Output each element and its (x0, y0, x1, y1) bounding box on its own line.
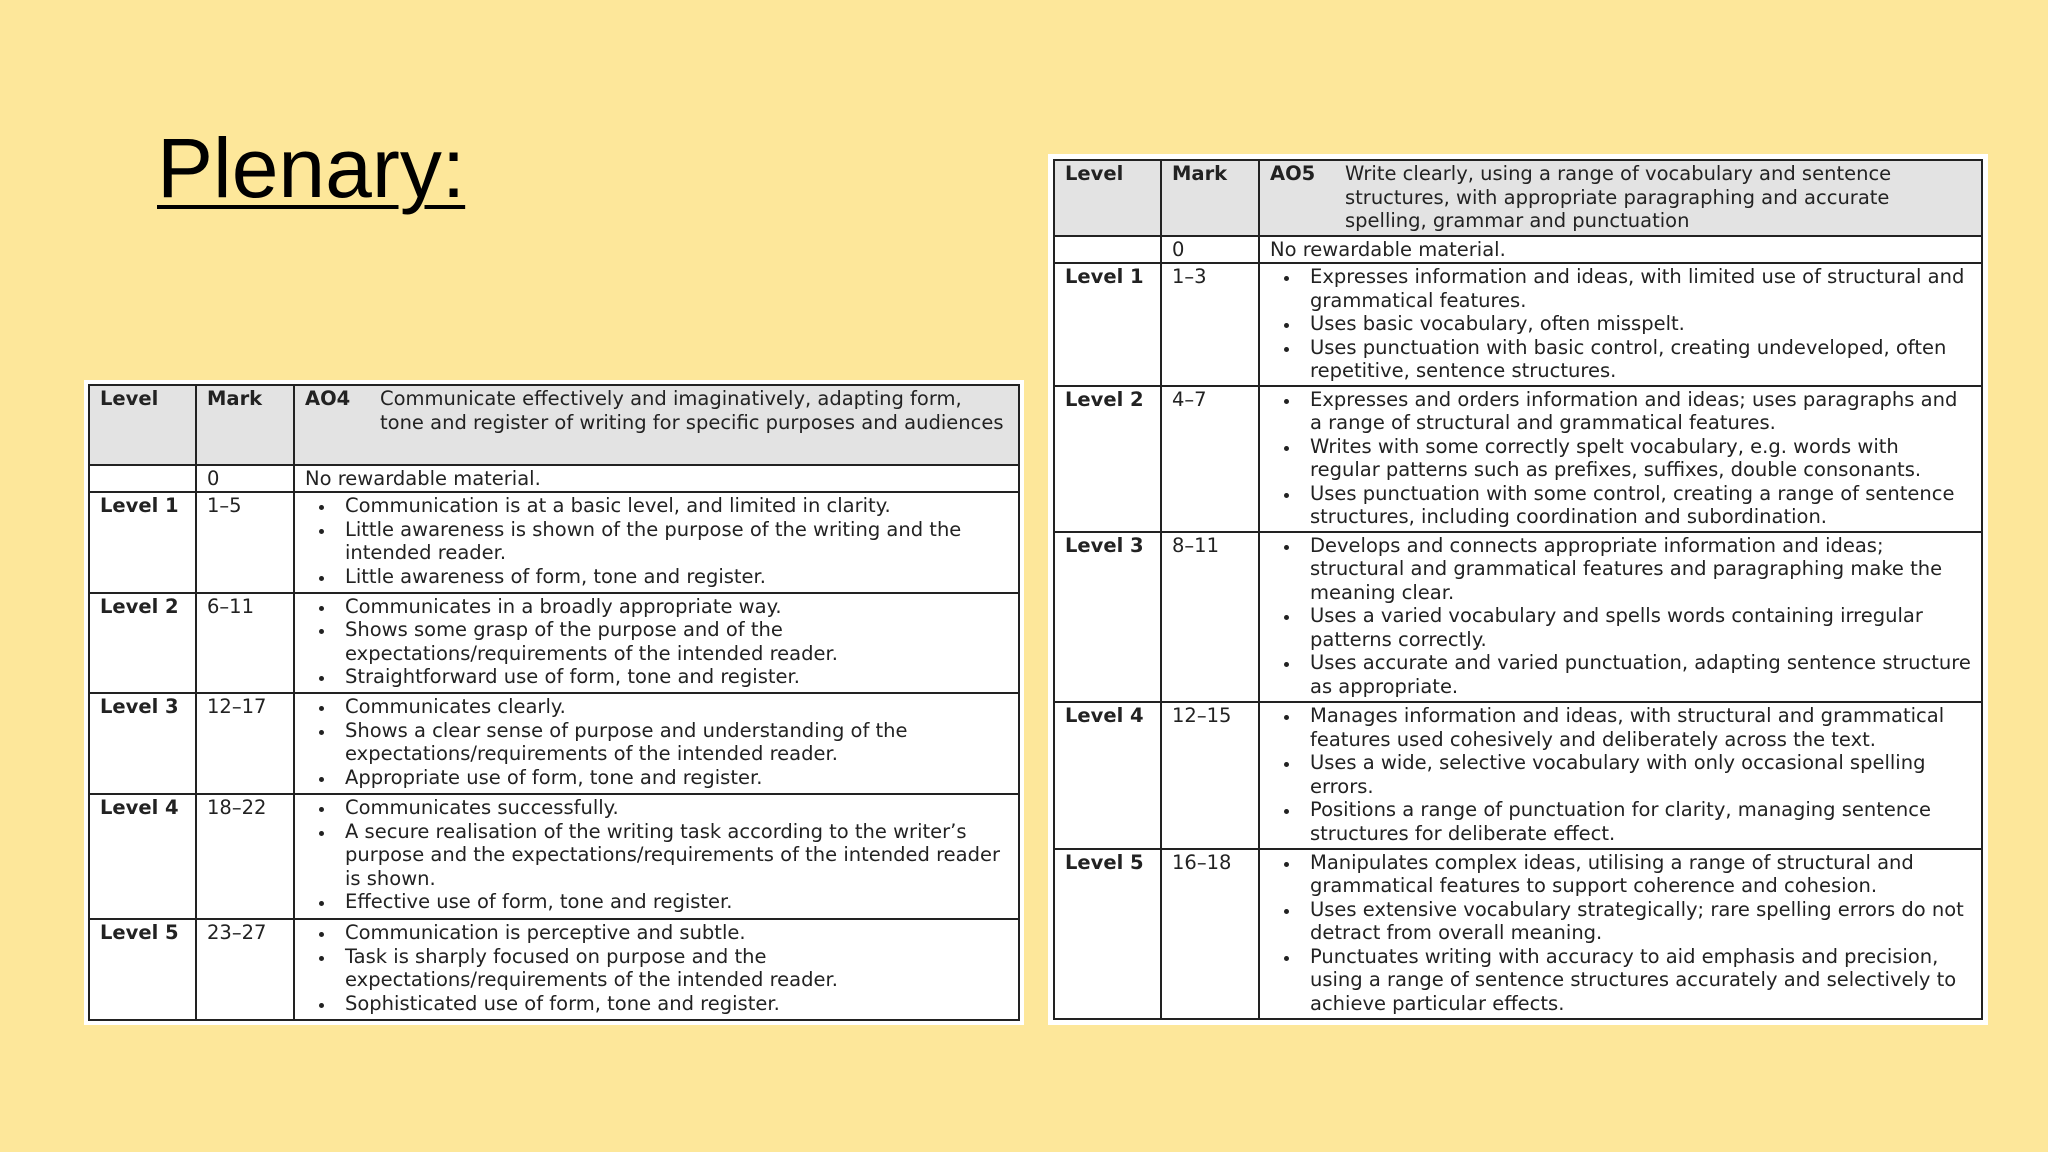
descriptor-bullet: • Communication is perceptive and subtle. (335, 921, 1008, 945)
table-row (1054, 386, 1982, 532)
descriptor-bullet: • Expresses and orders information and ideas; uses paragraphs and a range of structural and grammatical features. (1300, 388, 1971, 435)
mark-cell: 23–27 (196, 919, 294, 1020)
level-column-header: Level (1054, 160, 1161, 236)
descriptor-cell (294, 593, 1019, 694)
descriptor-bullet: • Writes with some correctly spelt vocabulary, e.g. words with regular patterns such as prefixes, suffixes, double consonants. (1300, 435, 1971, 482)
descriptor-bullet: • Expresses information and ideas, with limited use of structural and grammatical features. (1300, 265, 1971, 312)
descriptor-bullet: • Communicates in a broadly appropriate way. (335, 595, 1008, 619)
descriptor-cell (294, 794, 1019, 919)
level-cell: Level 4 (1054, 702, 1161, 848)
level-cell: Level 1 (89, 492, 196, 593)
descriptor-cell (1259, 263, 1982, 386)
table-row (1054, 702, 1982, 848)
level-cell: Level 2 (1054, 386, 1161, 532)
descriptor-bullet: • Uses punctuation with basic control, creating undeveloped, often repetitive, sentence structures. (1300, 336, 1971, 383)
ao4-mark-scheme-panel (84, 380, 1024, 1025)
mark-cell: 18–22 (196, 794, 294, 919)
level-cell: Level 4 (89, 794, 196, 919)
mark-cell: 16–18 (1161, 849, 1259, 1019)
descriptor-bullet: • Manipulates complex ideas, utilising a range of structural and grammatical features to support coherence and cohesion. (1300, 851, 1971, 898)
descriptor-list (305, 494, 1008, 588)
mark-cell: 0 (1161, 236, 1259, 263)
descriptor-cell (294, 919, 1019, 1020)
descriptor-cell (294, 693, 1019, 794)
descriptor-list (305, 695, 1008, 789)
ao5-code: AO5 (1270, 162, 1316, 185)
descriptor-bullet: • Sophisticated use of form, tone and register. (335, 992, 1008, 1016)
level-cell: Level 5 (1054, 849, 1161, 1019)
mark-cell: 8–11 (1161, 532, 1259, 702)
table-row (89, 492, 1019, 593)
descriptor-bullet: • Shows a clear sense of purpose and understanding of the expectations/requirements of the intended reader. (335, 719, 1008, 766)
table-row (1054, 263, 1982, 386)
ao5-mark-scheme-table (1053, 159, 1983, 1020)
descriptor-bullet: • Communicates clearly. (335, 695, 1008, 719)
descriptor-bullet: • A secure realisation of the writing task according to the writer’s purpose and the expectations/requirements of the intended reader is shown. (335, 820, 1008, 891)
ao5-description: Write clearly, using a range of vocabulary and sentence structures, with appropriate paragraphing and accurate spelling, grammar and punctuation (1345, 162, 1892, 232)
level-cell (1054, 236, 1161, 263)
mark-column-header: Mark (1161, 160, 1259, 236)
descriptor-bullet: • Develops and connects appropriate information and ideas; structural and grammatical features and paragraphing make the meaning clear. (1300, 534, 1971, 605)
descriptor-list (1270, 851, 1971, 1016)
level-cell: Level 1 (1054, 263, 1161, 386)
table-row (1054, 532, 1982, 702)
descriptor-bullet: • Communication is at a basic level, and limited in clarity. (335, 494, 1008, 518)
descriptor-bullet: • Little awareness of form, tone and register. (335, 565, 1008, 589)
descriptor-bullet: • Shows some grasp of the purpose and of the expectations/requirements of the intended reader. (335, 618, 1008, 665)
descriptor-bullet: • Uses extensive vocabulary strategically; rare spelling errors do not detract from overall meaning. (1300, 898, 1971, 945)
descriptor-list (1270, 265, 1971, 383)
descriptor-list (1270, 388, 1971, 529)
mark-column-header: Mark (196, 385, 294, 465)
ao4-description: Communicate effectively and imaginatively, adapting form, tone and register of writing for specific purposes and audiences (380, 387, 1004, 434)
descriptor-list (1270, 534, 1971, 699)
mark-cell: 0 (196, 465, 294, 492)
ao5-mark-scheme-panel (1048, 154, 1988, 1025)
descriptor-bullet: • Manages information and ideas, with structural and grammatical features used cohesively and deliberately across the text. (1300, 704, 1971, 751)
ao4-code: AO4 (305, 387, 351, 410)
descriptor-bullet: • Communicates successfully. (335, 796, 1008, 820)
descriptor-cell: No rewardable material. (294, 465, 1019, 492)
mark-cell: 1–3 (1161, 263, 1259, 386)
mark-cell: 12–15 (1161, 702, 1259, 848)
descriptor-bullet: • Uses a wide, selective vocabulary with only occasional spelling errors. (1300, 751, 1971, 798)
descriptor-cell (1259, 702, 1982, 848)
descriptor-bullet: • Little awareness is shown of the purpose of the writing and the intended reader. (335, 518, 1008, 565)
descriptor-bullet: • Effective use of form, tone and register. (335, 890, 1008, 914)
descriptor-bullet: • Punctuates writing with accuracy to aid emphasis and precision, using a range of sentence structures accurately and selectively to achieve particular effects. (1300, 945, 1971, 1016)
level-cell (89, 465, 196, 492)
level-column-header: Level (89, 385, 196, 465)
ao4-mark-scheme-table (88, 384, 1020, 1021)
level-cell: Level 3 (1054, 532, 1161, 702)
descriptor-bullet: • Uses punctuation with some control, creating a range of sentence structures, including coordination and subordination. (1300, 482, 1971, 529)
descriptor-bullet: • Uses a varied vocabulary and spells words containing irregular patterns correctly. (1300, 604, 1971, 651)
descriptor-list (305, 796, 1008, 914)
mark-cell: 12–17 (196, 693, 294, 794)
descriptor-bullet: • Task is sharply focused on purpose and the expectations/requirements of the intended reader. (335, 945, 1008, 992)
table-row (89, 919, 1019, 1020)
descriptor-list (1270, 704, 1971, 845)
table-row (89, 593, 1019, 694)
mark-cell: 4–7 (1161, 386, 1259, 532)
descriptor-bullet: • Appropriate use of form, tone and register. (335, 766, 1008, 790)
level-cell: Level 3 (89, 693, 196, 794)
table-row (89, 794, 1019, 919)
descriptor-bullet: • Uses basic vocabulary, often misspelt. (1300, 312, 1971, 336)
level-cell: Level 5 (89, 919, 196, 1020)
table-row (89, 693, 1019, 794)
descriptor-list (305, 921, 1008, 1015)
descriptor-cell: No rewardable material. (1259, 236, 1982, 263)
descriptor-list (305, 595, 1008, 689)
descriptor-bullet: • Straightforward use of form, tone and register. (335, 665, 1008, 689)
descriptor-bullet: • Positions a range of punctuation for clarity, managing sentence structures for deliberate effect. (1300, 798, 1971, 845)
zero-mark-row (1054, 236, 1982, 263)
ao4-header (294, 385, 1019, 465)
table-row (1054, 849, 1982, 1019)
slide-title: Plenary: (157, 121, 466, 215)
mark-cell: 6–11 (196, 593, 294, 694)
level-cell: Level 2 (89, 593, 196, 694)
descriptor-cell (294, 492, 1019, 593)
mark-cell: 1–5 (196, 492, 294, 593)
ao5-header (1259, 160, 1982, 236)
descriptor-cell (1259, 849, 1982, 1019)
descriptor-cell (1259, 532, 1982, 702)
descriptor-bullet: • Uses accurate and varied punctuation, adapting sentence structure as appropriate. (1300, 651, 1971, 698)
zero-mark-row (89, 465, 1019, 492)
descriptor-cell (1259, 386, 1982, 532)
